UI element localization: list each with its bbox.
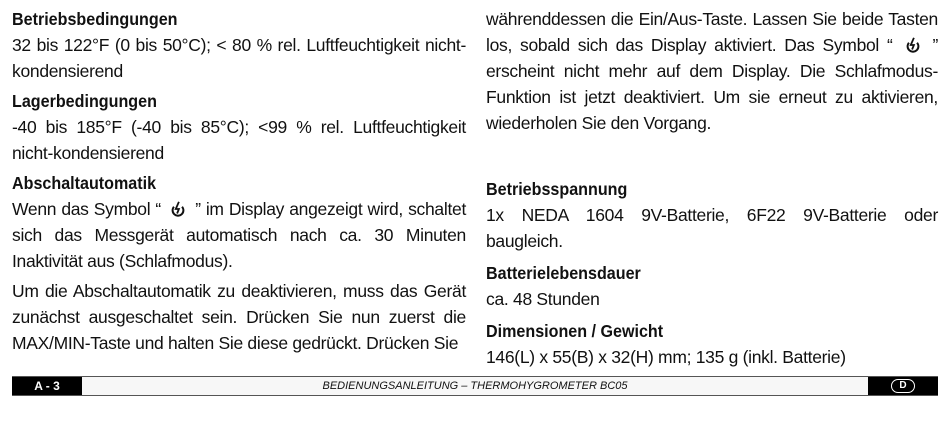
paragraph-abschaltautomatik-2: Um die Abschaltautomatik zu deaktivieren, muss das Gerät zunächst ausgeschaltet sein. Drücken Sie nun zuerst die MAX/MIN-Taste und halten Sie diese gedrückt. Drücken Sie <box>12 281 466 353</box>
heading-lagerbedingungen: Lagerbedingungen <box>12 91 157 111</box>
language-code: D <box>891 379 915 393</box>
heading-betriebsbedingungen: Betriebsbedingungen <box>12 9 178 29</box>
text-lagerbedingungen: -40 bis 185°F (-40 bis 85°C); <99 % rel. Luftfeuchtigkeit nicht-kondensierend <box>12 117 466 163</box>
heading-betriebsspannung: Betriebsspannung <box>486 179 628 199</box>
manual-title: BEDIENUNGSANLEITUNG – THERMOHYGROMETER BC05 <box>322 380 628 392</box>
paragraph-continuation <box>486 6 938 136</box>
right-column <box>486 6 938 370</box>
heading-abschaltautomatik: Abschaltautomatik <box>12 173 157 193</box>
text-segment: ” erscheint nicht mehr auf dem Display. Die Schlafmodus-Funktion ist jetzt deaktiviert. Um sie erneut zu aktivieren, wiederholen Sie den Vorgang. <box>486 35 938 133</box>
page-footer <box>12 376 938 396</box>
text-segment: Wenn das Symbol “ <box>12 199 161 219</box>
text-batterielebensdauer: ca. 48 Stunden <box>486 289 600 309</box>
heading-batterielebensdauer: Batterielebensdauer <box>486 263 641 283</box>
heading-dimensionen: Dimensionen / Gewicht <box>486 321 664 341</box>
page-number: A - 3 <box>12 377 82 395</box>
text-betriebsbedingungen: 32 bis 122°F (0 bis 50°C); < 80 % rel. Luftfeuchtigkeit nicht-kondensierend <box>12 35 466 81</box>
auto-power-off-icon <box>169 200 187 218</box>
text-betriebsspannung: 1x NEDA 1604 9V-Batterie, 6F22 9V-Batterie oder baugleich. <box>486 205 938 251</box>
text-dimensionen: 146(L) x 55(B) x 32(H) mm; 135 g (inkl. Batterie) <box>486 347 846 367</box>
left-column <box>12 6 466 356</box>
paragraph-abschaltautomatik-1 <box>12 196 466 274</box>
text-segment: ” im Display angezeigt wird, schaltet sich das Messgerät automatisch nach ca. 30 Minuten Inaktivität aus (Schlafmodus). <box>12 199 467 271</box>
language-badge <box>868 377 938 395</box>
auto-power-off-icon <box>904 36 922 54</box>
text-segment: währenddessen die Ein/Aus-Taste. Lassen Sie beide Tasten los, sobald sich das Display aktiviert. Das Symbol “ <box>486 9 938 55</box>
